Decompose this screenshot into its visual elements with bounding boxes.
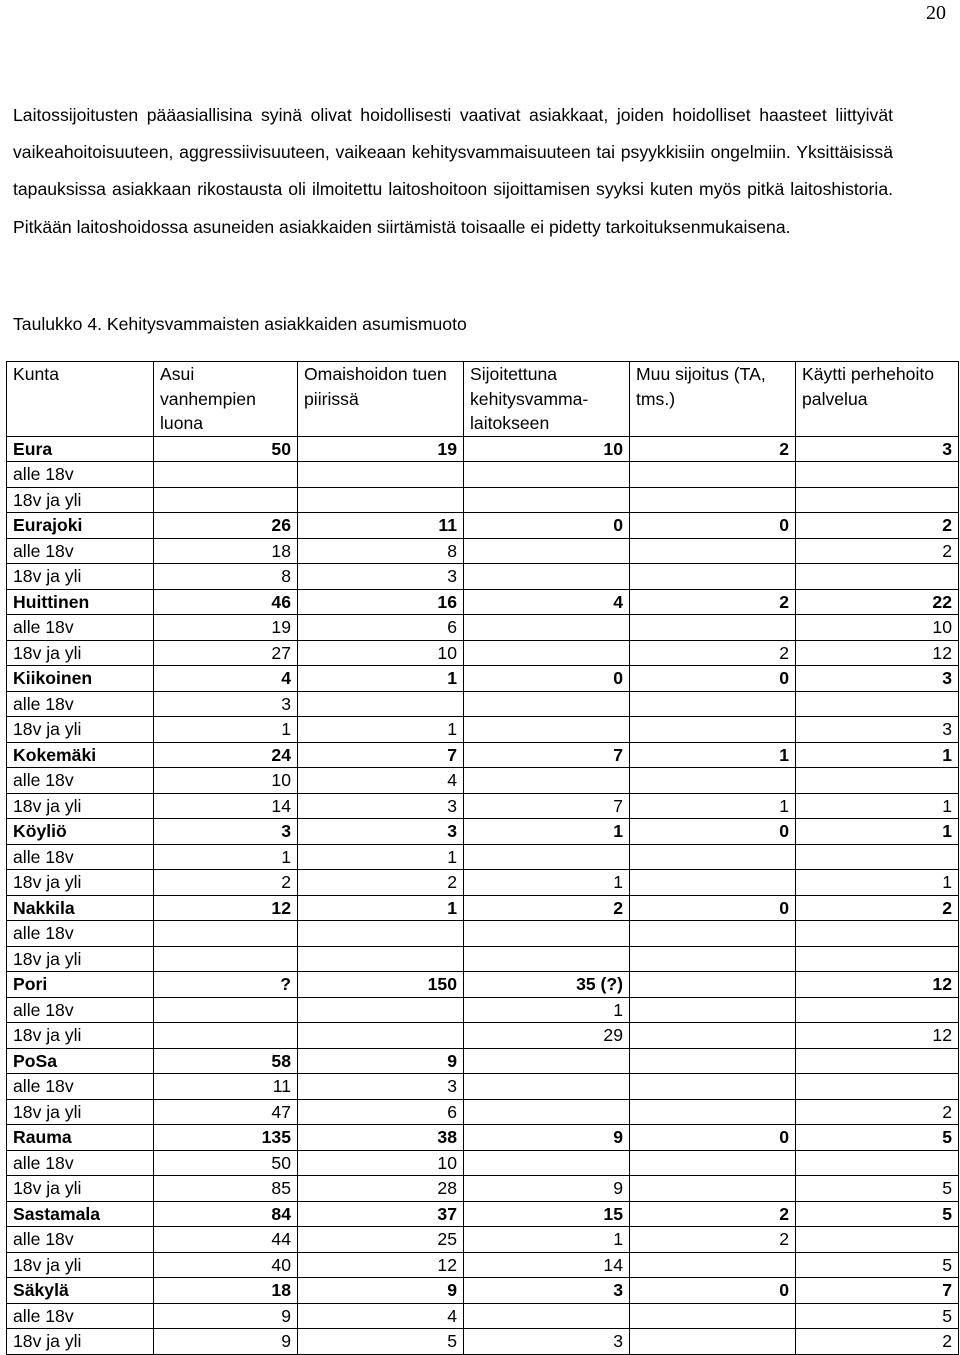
cell-other-placement: 2 [630,640,796,666]
municipality-name: Kokemäki [7,742,154,768]
municipality-name: Kiikoinen [7,666,154,692]
cell-lived-with-parents: 18 [154,1278,298,1304]
table-row [7,1176,959,1202]
cell-family-care-support [298,946,464,972]
table-row [7,640,959,666]
cell-family-care-service: 22 [796,589,959,615]
cell-lived-with-parents: 3 [154,691,298,717]
cell-family-care-service: 5 [796,1201,959,1227]
table-row [7,921,959,947]
cell-other-placement: 2 [630,1227,796,1253]
municipality-total-row [7,1125,959,1151]
cell-lived-with-parents [154,946,298,972]
cell-other-placement: 0 [630,895,796,921]
cell-other-placement [630,1099,796,1125]
age-group-label: alle 18v [7,1303,154,1329]
municipality-name: Rauma [7,1125,154,1151]
housing-table [6,361,959,1355]
cell-other-placement: 0 [630,513,796,539]
cell-lived-with-parents: 1 [154,717,298,743]
cell-institution: 2 [464,895,630,921]
cell-other-placement [630,1074,796,1100]
cell-family-care-service: 5 [796,1303,959,1329]
header-other-placement: Muu sijoitus (TA, tms.) [630,362,796,437]
cell-family-care-support: 3 [298,564,464,590]
cell-institution [464,717,630,743]
cell-institution: 0 [464,513,630,539]
cell-other-placement [630,487,796,513]
municipality-name: Pori [7,972,154,998]
table-row [7,1227,959,1253]
cell-family-care-service: 5 [796,1252,959,1278]
cell-family-care-support [298,921,464,947]
cell-family-care-support: 10 [298,1150,464,1176]
cell-family-care-service [796,768,959,794]
age-group-label: alle 18v [7,615,154,641]
table-row [7,946,959,972]
municipality-name: Huittinen [7,589,154,615]
table-row [7,1303,959,1329]
cell-lived-with-parents: 84 [154,1201,298,1227]
municipality-name: Säkylä [7,1278,154,1304]
cell-family-care-support: 1 [298,717,464,743]
age-group-label: alle 18v [7,921,154,947]
cell-family-care-support: 1 [298,844,464,870]
cell-institution: 3 [464,1329,630,1355]
cell-family-care-service [796,462,959,488]
cell-family-care-support [298,487,464,513]
cell-institution [464,1048,630,1074]
cell-other-placement [630,997,796,1023]
cell-family-care-support: 3 [298,819,464,845]
cell-institution [464,462,630,488]
cell-lived-with-parents: 4 [154,666,298,692]
cell-lived-with-parents: 135 [154,1125,298,1151]
cell-institution [464,921,630,947]
cell-institution: 14 [464,1252,630,1278]
cell-lived-with-parents: 11 [154,1074,298,1100]
age-group-label: alle 18v [7,538,154,564]
cell-family-care-service [796,691,959,717]
age-group-label: 18v ja yli [7,793,154,819]
table-caption: Taulukko 4. Kehitysvammaisten asiakkaiden asumismuoto [13,314,467,334]
cell-family-care-support: 28 [298,1176,464,1202]
cell-family-care-support: 19 [298,436,464,462]
cell-family-care-support: 2 [298,870,464,896]
table-row [7,462,959,488]
age-group-label: 18v ja yli [7,487,154,513]
cell-institution [464,1074,630,1100]
age-group-label: 18v ja yli [7,946,154,972]
cell-family-care-service: 1 [796,819,959,845]
cell-institution: 7 [464,793,630,819]
cell-family-care-service: 1 [796,870,959,896]
cell-lived-with-parents: 44 [154,1227,298,1253]
cell-institution: 7 [464,742,630,768]
cell-lived-with-parents: 18 [154,538,298,564]
cell-other-placement [630,844,796,870]
cell-family-care-support: 6 [298,1099,464,1125]
cell-other-placement: 2 [630,589,796,615]
municipality-total-row [7,589,959,615]
cell-lived-with-parents: 24 [154,742,298,768]
cell-lived-with-parents: 85 [154,1176,298,1202]
cell-family-care-service: 7 [796,1278,959,1304]
cell-family-care-service: 2 [796,895,959,921]
cell-institution [464,844,630,870]
cell-family-care-support [298,997,464,1023]
cell-other-placement [630,768,796,794]
cell-lived-with-parents: 10 [154,768,298,794]
age-group-label: alle 18v [7,768,154,794]
cell-institution [464,691,630,717]
cell-institution: 1 [464,1227,630,1253]
cell-family-care-service: 1 [796,793,959,819]
cell-other-placement [630,1329,796,1355]
cell-lived-with-parents: 8 [154,564,298,590]
cell-institution [464,1099,630,1125]
municipality-total-row [7,513,959,539]
cell-lived-with-parents: 2 [154,870,298,896]
age-group-label: alle 18v [7,462,154,488]
cell-institution [464,768,630,794]
cell-family-care-service: 12 [796,972,959,998]
cell-other-placement [630,691,796,717]
cell-family-care-support: 37 [298,1201,464,1227]
cell-family-care-service [796,844,959,870]
cell-family-care-support: 3 [298,793,464,819]
cell-family-care-service [796,921,959,947]
municipality-total-row [7,1048,959,1074]
cell-lived-with-parents [154,1023,298,1049]
cell-other-placement: 2 [630,1201,796,1227]
cell-family-care-support: 11 [298,513,464,539]
cell-institution [464,946,630,972]
cell-other-placement [630,1252,796,1278]
cell-lived-with-parents [154,921,298,947]
cell-institution: 29 [464,1023,630,1049]
cell-family-care-support: 38 [298,1125,464,1151]
age-group-label: 18v ja yli [7,1252,154,1278]
municipality-total-row [7,819,959,845]
cell-other-placement [630,538,796,564]
municipality-total-row [7,972,959,998]
cell-lived-with-parents: 50 [154,436,298,462]
cell-other-placement: 0 [630,1125,796,1151]
cell-other-placement [630,1023,796,1049]
cell-family-care-support: 4 [298,768,464,794]
cell-family-care-support: 12 [298,1252,464,1278]
age-group-label: 18v ja yli [7,1176,154,1202]
header-lived-with-parents: Asui vanhempien luona [154,362,298,437]
cell-other-placement: 1 [630,742,796,768]
cell-family-care-service [796,1150,959,1176]
cell-family-care-support: 5 [298,1329,464,1355]
cell-family-care-support: 4 [298,1303,464,1329]
cell-lived-with-parents: 58 [154,1048,298,1074]
header-family-care-support: Omaishoidon tuen piirissä [298,362,464,437]
cell-institution: 9 [464,1176,630,1202]
cell-lived-with-parents: 19 [154,615,298,641]
cell-institution: 3 [464,1278,630,1304]
age-group-label: alle 18v [7,1074,154,1100]
cell-lived-with-parents: 9 [154,1329,298,1355]
age-group-label: 18v ja yli [7,564,154,590]
cell-lived-with-parents: 26 [154,513,298,539]
cell-lived-with-parents: ? [154,972,298,998]
cell-family-care-service: 2 [796,1329,959,1355]
cell-institution [464,538,630,564]
age-group-label: 18v ja yli [7,1023,154,1049]
municipality-total-row [7,1201,959,1227]
age-group-label: alle 18v [7,1150,154,1176]
age-group-label: 18v ja yli [7,1099,154,1125]
table-row [7,717,959,743]
cell-family-care-support: 1 [298,666,464,692]
cell-institution: 10 [464,436,630,462]
cell-institution: 15 [464,1201,630,1227]
table-row [7,691,959,717]
municipality-total-row [7,1278,959,1304]
header-family-care-service: Käytti perhehoito palvelua [796,362,959,437]
table-row [7,1252,959,1278]
cell-institution: 1 [464,819,630,845]
age-group-label: alle 18v [7,997,154,1023]
cell-lived-with-parents: 9 [154,1303,298,1329]
cell-other-placement [630,972,796,998]
municipality-name: Nakkila [7,895,154,921]
cell-family-care-support: 9 [298,1048,464,1074]
cell-lived-with-parents: 47 [154,1099,298,1125]
municipality-name: PoSa [7,1048,154,1074]
cell-family-care-service: 2 [796,513,959,539]
cell-family-care-service [796,564,959,590]
municipality-name: Eurajoki [7,513,154,539]
age-group-label: alle 18v [7,691,154,717]
cell-family-care-service: 2 [796,538,959,564]
cell-family-care-support: 10 [298,640,464,666]
cell-institution: 35 (?) [464,972,630,998]
cell-institution [464,615,630,641]
cell-institution [464,564,630,590]
cell-family-care-service [796,1074,959,1100]
cell-lived-with-parents [154,462,298,488]
cell-family-care-service: 5 [796,1176,959,1202]
cell-family-care-service: 12 [796,1023,959,1049]
cell-other-placement [630,921,796,947]
cell-institution: 0 [464,666,630,692]
cell-family-care-support: 6 [298,615,464,641]
cell-family-care-support [298,1023,464,1049]
cell-family-care-service: 3 [796,436,959,462]
cell-institution: 9 [464,1125,630,1151]
body-paragraph [13,97,893,246]
cell-family-care-service [796,1048,959,1074]
cell-family-care-service: 5 [796,1125,959,1151]
cell-family-care-service: 3 [796,666,959,692]
cell-family-care-service: 3 [796,717,959,743]
municipality-total-row [7,742,959,768]
cell-other-placement: 0 [630,666,796,692]
cell-lived-with-parents: 40 [154,1252,298,1278]
cell-lived-with-parents: 14 [154,793,298,819]
cell-institution [464,487,630,513]
cell-family-care-service [796,487,959,513]
cell-institution [464,1150,630,1176]
table-row [7,1150,959,1176]
table-body [7,362,959,1355]
cell-family-care-service: 1 [796,742,959,768]
table-row [7,870,959,896]
cell-other-placement [630,1176,796,1202]
cell-family-care-support: 9 [298,1278,464,1304]
municipality-name: Köyliö [7,819,154,845]
table-row [7,538,959,564]
age-group-label: 18v ja yli [7,640,154,666]
cell-other-placement [630,870,796,896]
cell-family-care-service: 12 [796,640,959,666]
municipality-total-row [7,666,959,692]
age-group-label: 18v ja yli [7,717,154,743]
table-row [7,1023,959,1049]
municipality-name: Sastamala [7,1201,154,1227]
cell-family-care-support: 3 [298,1074,464,1100]
cell-family-care-service [796,946,959,972]
cell-family-care-support: 16 [298,589,464,615]
cell-other-placement [630,946,796,972]
cell-family-care-support: 150 [298,972,464,998]
cell-lived-with-parents: 3 [154,819,298,845]
cell-other-placement: 0 [630,1278,796,1304]
cell-family-care-service: 2 [796,1099,959,1125]
cell-institution: 1 [464,997,630,1023]
table-row [7,615,959,641]
table-row [7,768,959,794]
table-row [7,844,959,870]
cell-other-placement: 2 [630,436,796,462]
cell-family-care-support: 8 [298,538,464,564]
cell-family-care-support: 1 [298,895,464,921]
page-number: 20 [926,2,946,24]
cell-lived-with-parents: 46 [154,589,298,615]
cell-lived-with-parents: 50 [154,1150,298,1176]
cell-institution: 1 [464,870,630,896]
age-group-label: 18v ja yli [7,870,154,896]
cell-family-care-service [796,997,959,1023]
cell-other-placement [630,462,796,488]
header-municipality: Kunta [7,362,154,437]
cell-other-placement [630,1303,796,1329]
table-row [7,1099,959,1125]
cell-lived-with-parents [154,487,298,513]
cell-family-care-support: 7 [298,742,464,768]
table-row [7,997,959,1023]
cell-lived-with-parents: 12 [154,895,298,921]
table-row [7,564,959,590]
cell-other-placement [630,1048,796,1074]
cell-family-care-service [796,1227,959,1253]
paragraph-text: Laitossijoitusten pääasiallisina syinä olivat hoidollisesti vaativat asiakkaat, joiden hoidolliset haasteet liittyivät vaikeahoitoisuuteen, aggressiivisuuteen, vaikeaan kehitysvammaisuuteen tai psyykkisiin ongelmiin. Yksittäisissä tapauksissa asiakkaan rikostausta oli ilmoitettu laitoshoitoon sijoittamisen syyksi kuten myös pitkä laitoshistoria. Pitkään laitoshoidossa asuneiden asiakkaiden siirtämistä toisaalle ei pidetty tarkoituksenmukaisena. [13,105,893,237]
age-group-label: alle 18v [7,844,154,870]
header-institution: Sijoitettuna kehitysvamma-laitokseen [464,362,630,437]
cell-lived-with-parents: 1 [154,844,298,870]
table-row [7,1329,959,1355]
cell-lived-with-parents [154,997,298,1023]
cell-institution [464,1303,630,1329]
cell-institution: 4 [464,589,630,615]
municipality-name: Eura [7,436,154,462]
cell-other-placement [630,717,796,743]
cell-institution [464,640,630,666]
age-group-label: 18v ja yli [7,1329,154,1355]
cell-other-placement: 0 [630,819,796,845]
cell-other-placement [630,615,796,641]
cell-family-care-service: 10 [796,615,959,641]
cell-other-placement [630,564,796,590]
cell-family-care-support [298,691,464,717]
table-row [7,1074,959,1100]
table-header-row [7,362,959,437]
cell-lived-with-parents: 27 [154,640,298,666]
cell-family-care-support: 25 [298,1227,464,1253]
table-row [7,487,959,513]
age-group-label: alle 18v [7,1227,154,1253]
cell-other-placement [630,1150,796,1176]
table-row [7,793,959,819]
cell-other-placement: 1 [630,793,796,819]
municipality-total-row [7,895,959,921]
municipality-total-row [7,436,959,462]
cell-family-care-support [298,462,464,488]
